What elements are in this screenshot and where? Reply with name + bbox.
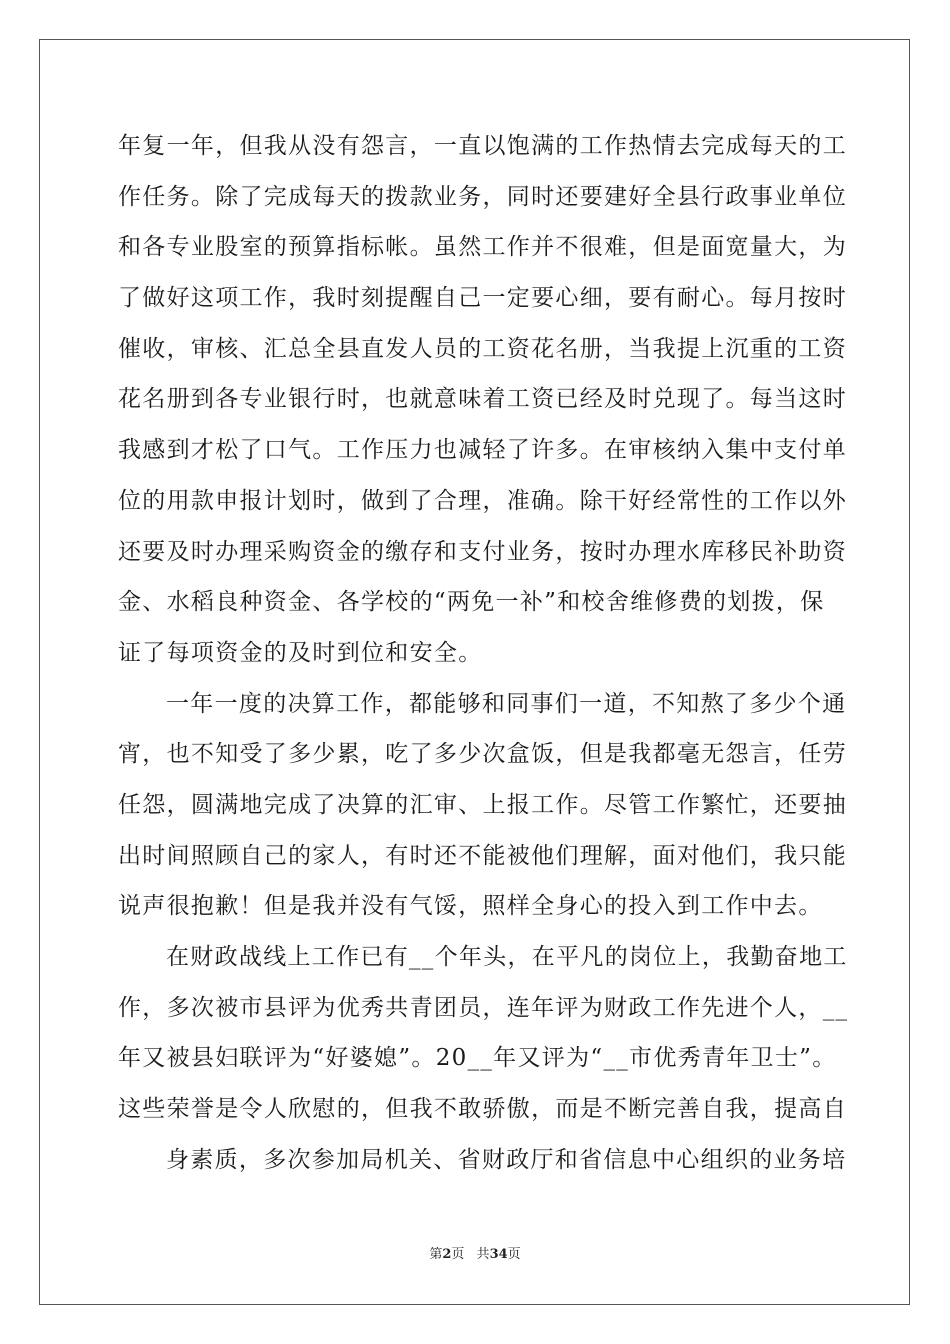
text-line: 这些荣誉是令人欣慰的，但我不敢骄傲，而是不断完善自我，提高自 [118,1096,847,1123]
text-line: 身素质，多次参加局机关、省财政厅和省信息中心组织的业务培 [166,1146,847,1173]
page-total [477,1243,521,1262]
text-line: 作，多次被市县评为优秀共青团员，连年评为财政工作先进个人，__ [118,994,849,1021]
text-line: 出时间照顾自己的家人，有时还不能被他们理解，面对他们，我只能 [118,842,847,869]
text-line: 位的用款申报计划时，做到了合理，准确。除干好经常性的工作以外 [118,487,847,514]
total-prefix: 共 [476,1247,490,1262]
text-line: 和各专业股室的预算指标帐。虽然工作并不很难，但是面宽量大，为 [118,234,847,261]
page-suffix: 页 [451,1247,465,1262]
page-number [429,1243,464,1262]
text-line: 说声很抱歉！但是我并没有气馁，照样全身心的投入到工作中去。 [118,893,823,920]
total-pages: 34 [489,1247,508,1262]
text-line: 证了每项资金的及时到位和安全。 [118,639,483,666]
text-line: 催收，审核、汇总全县直发人员的工资花名册，当我提上沉重的工资 [118,335,847,362]
text-line: 在财政战线上工作已有__个年头，在平凡的岗位上，我勤奋地工 [166,944,848,970]
page-footer [0,1243,950,1262]
text-line: 我感到才松了口气。工作压力也减轻了许多。在审核纳入集中支付单 [118,437,847,464]
text-line: 了做好这项工作，我时刻提醒自己一定要心细，要有耐心。每月按时 [118,285,847,312]
text-line: 金、水稻良种资金、各学校的“两免一补”和校舍维修费的划拨，保 [118,589,825,616]
text-line: 任怨，圆满地完成了决算的汇审、上报工作。尽管工作繁忙，还要抽 [118,791,847,818]
text-line: 年又被县妇联评为“好婆媳”。20__年又评为“__市优秀青年卫士”。 [118,1045,837,1072]
document-body [118,121,849,1185]
text-line: 宵，也不知受了多少累，吃了多少次盒饭，但是我都毫无怨言，任劳 [118,741,847,768]
text-line: 一年一度的决算工作，都能够和同事们一道，不知熬了多少个通 [166,690,847,717]
text-line: 作任务。除了完成每天的拨款业务，同时还要建好全县行政事业单位 [118,183,847,210]
page-prefix: 第 [429,1247,443,1262]
text-line: 年复一年，但我从没有怨言，一直以饱满的工作热情去完成每天的工 [118,133,847,159]
text-line: 花名册到各专业银行时，也就意味着工资已经及时兑现了。每当这时 [118,386,847,413]
total-suffix: 页 [507,1247,521,1262]
text-line: 还要及时办理采购资金的缴存和支付业务，按时办理水库移民补助资 [118,538,847,565]
current-page: 2 [442,1247,452,1262]
